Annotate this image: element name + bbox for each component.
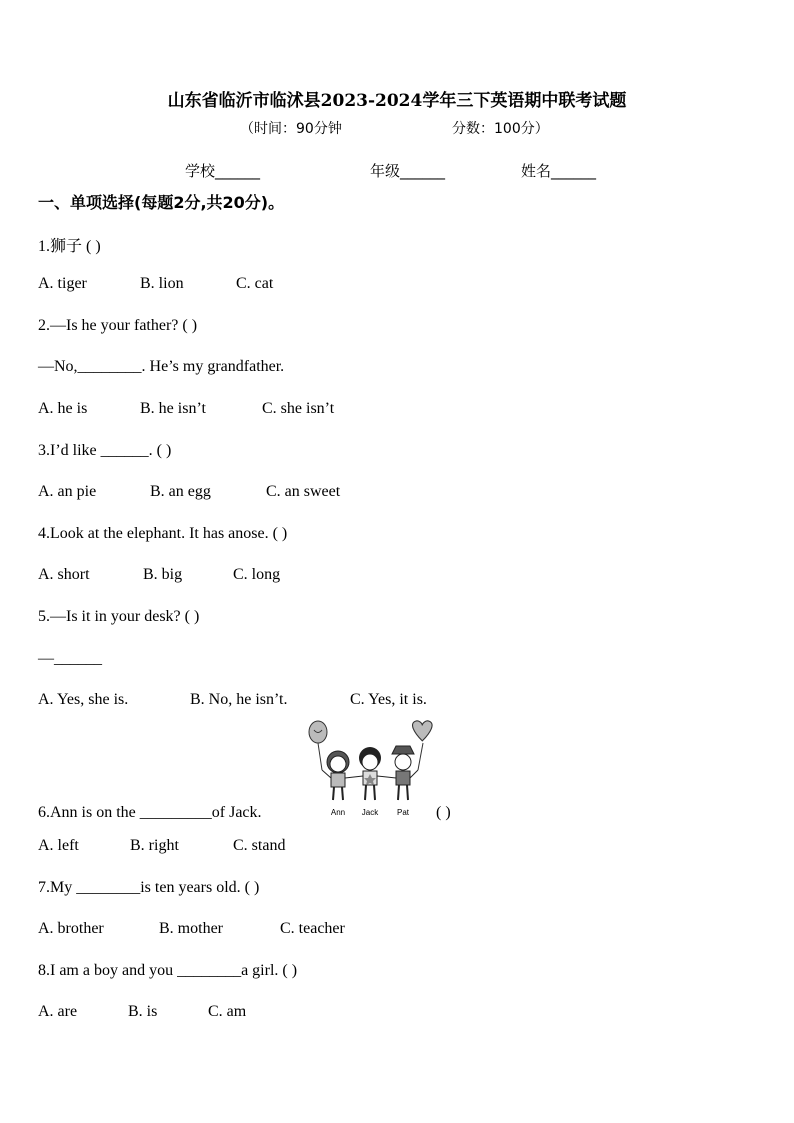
option-b: B. is xyxy=(128,1003,158,1020)
option-c: C. am xyxy=(208,1003,247,1020)
option-a: A. tiger xyxy=(38,275,87,292)
grade-blank: ______ xyxy=(400,162,446,180)
name-field xyxy=(521,160,596,181)
option-a: A. he is xyxy=(38,400,88,417)
page-title: 山东省临沂市临沭县2023-2024学年三下英语期中联考试题 xyxy=(167,91,627,111)
label-ann: Ann xyxy=(330,808,346,817)
option-a: A. brother xyxy=(38,920,104,937)
exam-time: （时间：90分钟 xyxy=(240,121,342,137)
option-c: C. cat xyxy=(236,275,274,292)
section-heading: 一、单项选择(每题2分,共20分)。 xyxy=(38,193,285,212)
girl-figure xyxy=(327,751,349,800)
option-b: B. an egg xyxy=(150,483,211,500)
school-label: 学校 xyxy=(185,162,216,180)
boy-figure xyxy=(359,747,381,800)
name-blank: ______ xyxy=(551,162,597,180)
option-b: B. lion xyxy=(140,275,184,292)
children-balloons-illustration xyxy=(300,718,440,822)
name-label: 姓名 xyxy=(521,162,552,180)
option-a: A. are xyxy=(38,1003,78,1020)
school-field xyxy=(185,160,260,181)
question-stem: 4.Look at the elephant. It has anose. ( ) xyxy=(38,525,288,542)
option-b: B. he isn’t xyxy=(140,400,206,417)
option-a: A. left xyxy=(38,837,79,854)
answer-bracket: ( ) xyxy=(436,804,451,821)
option-b: B. right xyxy=(130,837,179,854)
grade-label: 年级 xyxy=(370,162,401,180)
label-jack: Jack xyxy=(361,808,379,817)
option-c: C. long xyxy=(233,566,281,583)
question-stem: 6.Ann is on the _________of Jack. xyxy=(38,804,262,821)
question-stem: 8.I am a boy and you ________a girl. ( ) xyxy=(38,962,298,979)
option-c: C. teacher xyxy=(280,920,345,937)
option-c: C. Yes, it is. xyxy=(350,691,427,708)
question-stem: 7.My ________is ten years old. ( ) xyxy=(38,879,260,896)
option-c: C. stand xyxy=(233,837,286,854)
question-stem: 5.—Is it in your desk? ( ) xyxy=(38,608,200,625)
exam-score: 分数：100分） xyxy=(452,121,549,137)
option-b: B. No, he isn’t. xyxy=(190,691,288,708)
question-sub: —No,________. He’s my grandfather. xyxy=(38,358,285,375)
label-pat: Pat xyxy=(396,808,410,817)
question-sub: —______ xyxy=(38,650,102,667)
option-a: A. an pie xyxy=(38,483,97,500)
option-b: B. big xyxy=(143,566,183,583)
option-c: C. an sweet xyxy=(266,483,341,500)
option-b: B. mother xyxy=(159,920,223,937)
school-blank: ______ xyxy=(215,162,261,180)
grade-field xyxy=(370,160,445,181)
question-stem: 3.I’d like ______. ( ) xyxy=(38,442,172,459)
heart-balloon-icon xyxy=(413,721,433,770)
option-a: A. short xyxy=(38,566,90,583)
option-a: A. Yes, she is. xyxy=(38,691,129,708)
balloon-icon xyxy=(309,721,327,770)
question-stem: 2.—Is he your father? ( ) xyxy=(38,317,198,334)
option-c: C. she isn’t xyxy=(262,400,335,417)
question-stem: 1.狮子 ( ) xyxy=(38,238,101,255)
boy-with-hat-figure xyxy=(392,746,414,800)
